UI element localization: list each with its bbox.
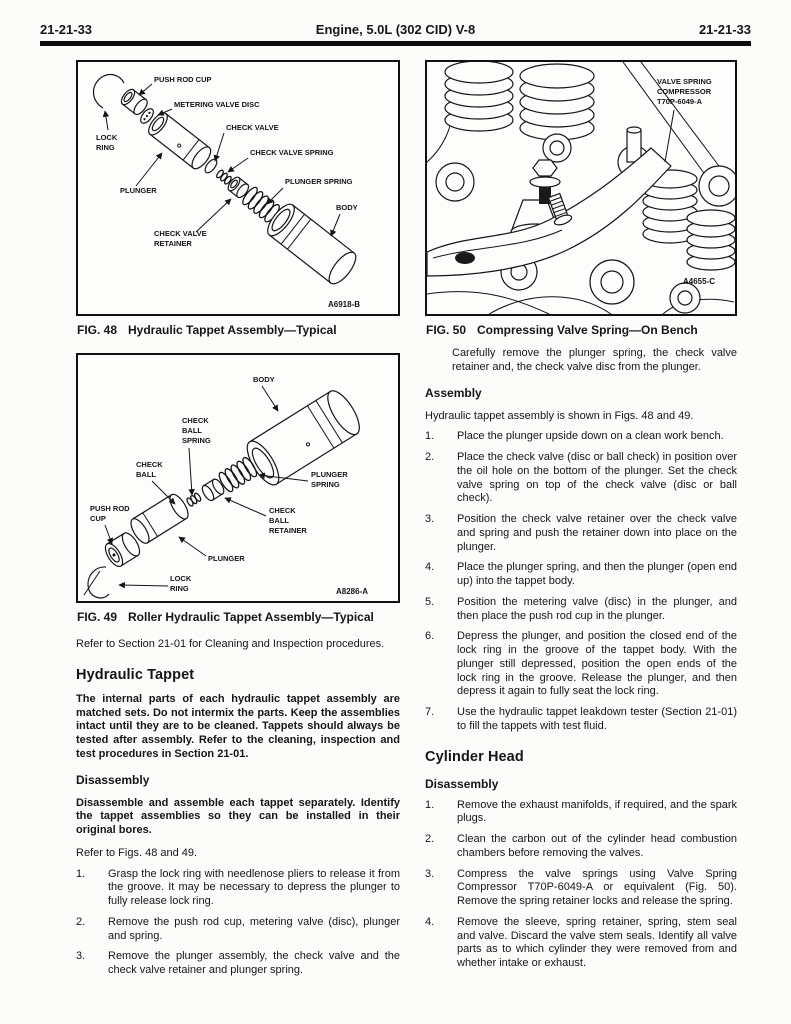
tappet-body-part [263,200,360,288]
fig48-label-metering-valve-disc: METERING VALVE DISC [174,100,260,109]
step-text: Clean the carbon out of the cylinder head combustion chambers before removing the valves. [457,833,737,859]
fig48-label-check-valve-retainer: CHECK VALVE [154,229,207,238]
svg-text:RING: RING [170,584,189,593]
figure-48-caption: FIG. 48 Hydraulic Tappet Assembly—Typical [77,323,337,337]
fig50-label-compressor: VALVE SPRING [657,77,712,86]
disassembly-heading-left: Disassembly [76,772,150,787]
hydraulic-tappet-heading: Hydraulic Tappet [76,666,195,683]
fig49-label-lock-ring: LOCK [170,574,192,583]
svg-text:RETAINER: RETAINER [269,526,307,535]
check-ball-retainer-part [200,477,226,502]
figure-49-illustration [78,355,398,601]
fig48-label-body: BODY [336,203,358,212]
step-number: 1. [76,867,86,880]
step-item [425,916,737,971]
step-number: 2. [425,451,435,463]
figure-49-caption: FIG. 49 Roller Hydraulic Tappet Assembly—Typical [77,610,374,624]
step-text: Place the plunger upside down on a clean work bench. [457,430,724,443]
step-item [425,868,737,909]
step-number: 1. [425,430,435,443]
valve-spring-top-left [445,62,513,131]
step-text: Place the check valve (disc or ball check) in position over the oil hole on the bottom of the plunger. Set the check valve spring on top of the check valve (disc or ball check). [457,451,737,505]
fig50-ref-code: A4655-C [683,277,716,286]
fig49-label-plunger: PLUNGER [208,554,245,563]
valve-spring-bottom-right [687,210,735,270]
step-number: 3. [425,513,435,525]
page-number-left: 21-21-33 [40,22,93,37]
fig49-label-body: BODY [253,375,275,384]
step-item [76,916,400,944]
page-number-right: 21-21-33 [698,22,751,37]
step-text: Position the metering valve (disc) in the plunger, and then place the push rod cup in the plunger. [457,595,737,622]
svg-text:BALL: BALL [182,426,202,435]
figure-50-illustration [427,62,735,314]
step-text: Remove the exhaust manifolds, if required, and the spark plugs. [457,798,737,825]
lock-ring-part [93,75,124,108]
step-number: 3. [425,867,435,880]
page-title: Engine, 5.0L (302 CID) V-8 [315,22,476,37]
step-text: Remove the plunger assembly, the check valve and the check valve retainer and plunger spring. [108,950,400,977]
check-ball-spring-part [186,492,202,507]
svg-text:COMPRESSOR: COMPRESSOR [657,87,712,96]
step-text: Position the check valve retainer over the check valve and spring and push the retainer down into place on the plunger. [457,513,737,553]
step-text: Compress the valve springs using Valve Spring Compressor T70P-6049-A or equivalent (Fig. 50). Remove the spring retainer locks and release the spring. [457,867,737,908]
figure-48 [76,60,400,316]
figure-49 [76,353,400,603]
page-header [0,0,791,37]
fig48-label-push-rod-cup: PUSH ROD CUP [154,75,212,84]
assembly-heading: Assembly [425,385,482,400]
svg-text:BALL: BALL [136,470,156,479]
figure-48-illustration [78,62,398,314]
step-number: 3. [76,950,86,963]
cylinder-head-disassembly-steps [425,799,737,971]
refer-figs-line: Refer to Figs. 48 and 49. [76,846,198,859]
fig48-label-lock-ring: LOCK [96,133,118,142]
step-item [425,451,737,506]
step-number: 2. [76,915,86,928]
step-number: 4. [425,915,435,928]
lock-ring-part [84,567,109,598]
step-item [425,630,737,699]
carryover-paragraph: Carefully remove the plunger spring, the check valve retainer and, the check valve disc from the plunger. [452,347,737,373]
figure-50 [425,60,737,316]
fig49-label-plunger-spring: PLUNGER [311,470,348,479]
fig49-label-check-ball-retainer: CHECK [269,506,296,515]
step-item [425,833,737,861]
fig48-label-check-valve: CHECK VALVE [226,123,279,132]
svg-text:SPRING: SPRING [311,480,340,489]
step-number: 1. [425,798,435,811]
cleaning-reference-paragraph: Refer to Section 21-01 for Cleaning and Inspection procedures. [76,638,385,650]
fig49-label-check-ball: CHECK [136,460,163,469]
svg-text:T70P-6049-A: T70P-6049-A [657,97,703,106]
fig49-label-check-ball-spring: CHECK [182,416,209,425]
svg-text:CUP: CUP [90,514,106,523]
step-item [425,561,737,589]
step-item [76,950,400,978]
left-column [76,60,400,978]
svg-text:RETAINER: RETAINER [154,239,192,248]
step-text: Remove the sleeve, spring retainer, spring, stem seal and valve. Discard the valve stem seals. Identify all valve parts as to which cylinder they were removed from and whether intake or exhaust. [457,915,737,970]
separate-assembly-note: Disassemble and assemble each tappet separately. Identify the tappet assemblies so they can be installed in their original bores. [76,796,400,837]
assembly-steps [425,430,737,733]
svg-text:BALL: BALL [269,516,289,525]
valve-spring-top-center [520,64,594,162]
figure-50-caption: FIG. 50 Compressing Valve Spring—On Bench [426,323,698,337]
step-item [425,799,737,827]
step-number: 5. [425,595,435,608]
step-number: 4. [425,561,435,574]
right-column [425,60,737,978]
disassembly-heading-right: Disassembly [425,776,499,791]
step-item [425,430,737,444]
step-number: 2. [425,833,435,846]
step-text: Remove the push rod cup, metering valve (disc), plunger and spring. [108,915,400,942]
svg-text:SPRING: SPRING [182,436,211,445]
step-item [76,868,400,909]
step-number: 7. [425,706,435,718]
plunger-part [145,110,214,172]
step-text: Use the hydraulic tappet leakdown tester (Section 21-01) to fill the tappets with test fluid. [457,706,737,732]
step-number: 6. [425,630,435,643]
fig48-label-check-valve-spring: CHECK VALVE SPRING [250,148,334,157]
svg-text:RING: RING [96,143,115,152]
step-text: Place the plunger spring, and then the plunger (open end up) into the tappet body. [457,561,737,587]
two-column-layout [0,46,791,978]
matched-sets-note: The internal parts of each hydraulic tappet assembly are matched sets. Do not intermix the parts. Keep the assemblies intact until they are to be cleaned. Tappets should always be tested after assembly. Refer to the cleaning, inspection and test procedures in Section 21-01. [76,692,400,760]
step-text: Depress the plunger, and position the closed end of the lock ring in the groove of the tappet body. With the plunger still depressed, position the open ends of the lock ring in the groove. Release the plunger, and then depress it again to fully seat the lock ring. [457,630,737,698]
fig48-ref-code: A6918-B [328,300,361,309]
step-item [425,513,737,554]
step-item [425,706,737,734]
plunger-part [127,492,191,546]
assembly-intro: Hydraulic tappet assembly is shown in Figs. 48 and 49. [425,409,694,422]
check-valve-retainer-part [226,175,251,199]
cylinder-head-heading: Cylinder Head [425,748,524,765]
fig49-label-push-rod-cup: PUSH ROD [90,504,130,513]
fig48-label-plunger-spring: PLUNGER SPRING [285,177,353,186]
fig48-label-plunger: PLUNGER [120,186,157,195]
step-item [425,596,737,624]
step-text: Grasp the lock ring with needlenose pliers to release it from the groove. It may be necessary to depress the plunger to fully release lock ring. [108,867,400,908]
fig49-ref-code: A8286-A [336,587,369,596]
disassembly-steps [76,868,400,978]
